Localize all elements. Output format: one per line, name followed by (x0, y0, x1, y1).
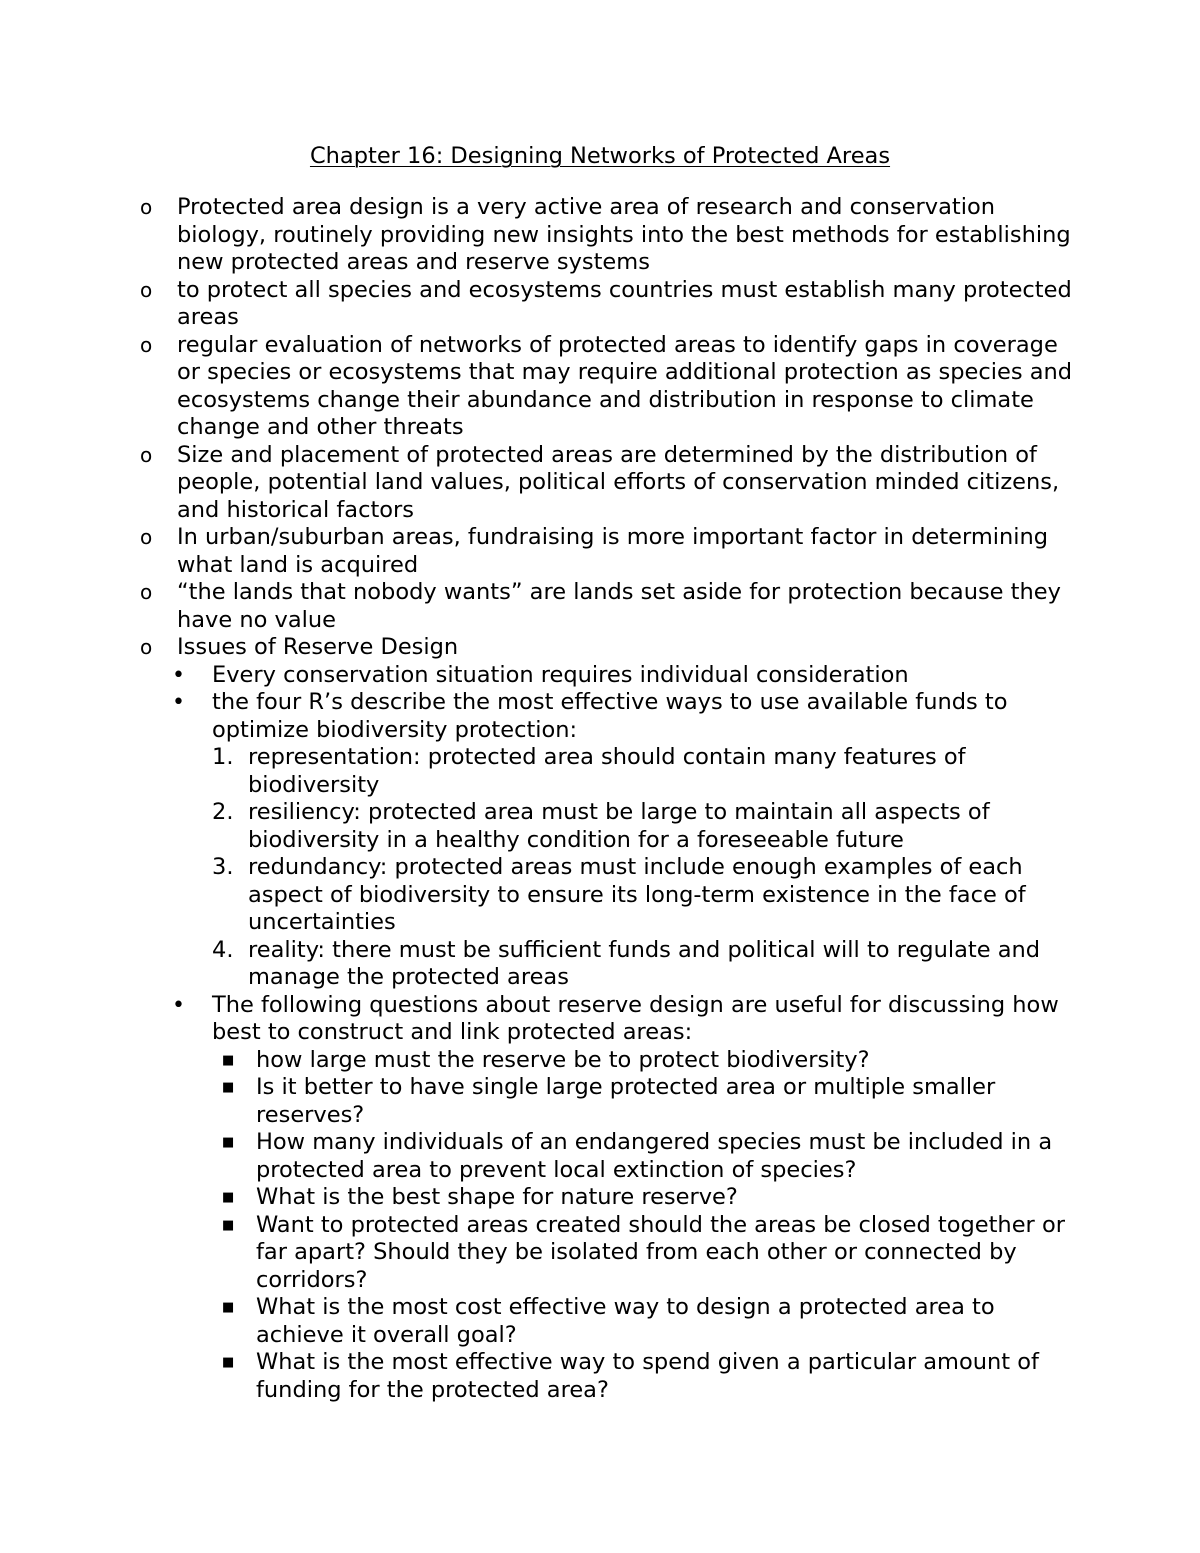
square-bullet-icon: ■ (222, 1300, 235, 1315)
square-bullet-item-level-4 (140, 1074, 1080, 1129)
bullet-icon: • (172, 662, 185, 688)
item-text: reality: there must be sufficient funds and political will to regulate and manage the protected areas (248, 936, 1041, 990)
item-text: resiliency: protected area must be large to maintain all aspects of biodiversity in a healthy condition for a foreseeable future (248, 799, 990, 853)
square-bullet-item-level-4 (140, 1184, 1080, 1212)
square-bullet-icon: ■ (222, 1217, 235, 1233)
list-number: 3. (212, 854, 234, 880)
outline-list (140, 194, 1080, 1404)
item-text: the four R’s describe the most effective ways to use available funds to optimize biodiversity protection: (212, 689, 1008, 743)
bullet-icon: • (172, 690, 185, 715)
outline-item-level-1 (140, 524, 1080, 579)
item-text: How many individuals of an endangered species must be included in a protected area to prevent local extinction of species? (256, 1129, 1053, 1183)
square-bullet-item-level-4 (140, 1047, 1080, 1075)
outline-item-level-1 (140, 194, 1080, 277)
item-text: In urban/suburban areas, fundraising is more important factor in determining what land is acquired (177, 524, 1049, 578)
list-number: 4. (212, 936, 234, 963)
square-bullet-icon: ■ (222, 1190, 235, 1205)
bullet-item-level-2 (140, 992, 1080, 1047)
square-bullet-icon: ■ (222, 1052, 235, 1068)
bullet-item-level-2 (140, 662, 1080, 690)
square-bullet-icon: ■ (222, 1355, 235, 1370)
item-text: regular evaluation of networks of protected areas to identify gaps in coverage or species or ecosystems that may require additional protection as species and ecosystems change their abundance and distribution in response to climate change and other threats (177, 331, 1073, 440)
item-text: Want to protected areas created should the areas be closed together or far apart? Should they be isolated from each other or connected by corridors? (256, 1211, 1065, 1293)
item-text: Protected area design is a very active area of research and conservation biology, routinely providing new insights into the best methods for establishing new protected areas and reserve systems (177, 194, 1071, 275)
outline-item-level-1 (140, 579, 1080, 634)
item-text: Every conservation situation requires individual consideration (212, 661, 909, 688)
square-bullet-icon: ■ (222, 1135, 235, 1150)
circle-bullet-icon: o (140, 442, 153, 467)
circle-bullet-icon: o (140, 277, 153, 302)
item-text: Issues of Reserve Design (177, 634, 459, 660)
square-bullet-item-level-4 (140, 1349, 1080, 1404)
square-bullet-item-level-4 (140, 1212, 1080, 1295)
circle-bullet-icon: o (140, 635, 153, 659)
item-text: The following questions about reserve design are useful for discussing how best to construct and link protected areas: (212, 991, 1059, 1045)
item-text: What is the most effective way to spend given a particular amount of funding for the protected area? (256, 1349, 1039, 1403)
item-text: What is the most cost effective way to design a protected area to achieve it overall goal? (256, 1294, 995, 1348)
numbered-item-level-3 (140, 799, 1080, 854)
circle-bullet-icon: o (140, 332, 153, 357)
bullet-item-level-2 (140, 689, 1080, 744)
outline-item-level-1 (140, 442, 1080, 525)
square-bullet-icon: ■ (222, 1080, 235, 1095)
circle-bullet-icon: o (140, 195, 153, 219)
page-title: Chapter 16: Designing Networks of Protected Areas (309, 143, 891, 169)
item-text: “the lands that nobody wants” are lands set aside for protection because they have no value (177, 579, 1061, 633)
circle-bullet-icon: o (140, 525, 153, 549)
numbered-item-level-3 (140, 744, 1080, 799)
circle-bullet-icon: o (140, 580, 153, 604)
bullet-icon: • (172, 992, 185, 1018)
item-text: Is it better to have single large protected area or multiple smaller reserves? (256, 1074, 996, 1128)
item-text: Size and placement of protected areas are determined by the distribution of people, potential land values, political efforts of conservation minded citizens, and historical factors (177, 441, 1060, 523)
square-bullet-item-level-4 (140, 1129, 1080, 1184)
item-text: redundancy: protected areas must include enough examples of each aspect of biodiversity to ensure its long-term existence in the face of uncertainties (248, 854, 1026, 935)
item-text: how large must the reserve be to protect biodiversity? (256, 1046, 870, 1073)
outline-item-level-1 (140, 332, 1080, 442)
outline-item-level-1 (140, 634, 1080, 662)
square-bullet-item-level-4 (140, 1294, 1080, 1349)
numbered-item-level-3 (140, 854, 1080, 937)
outline-item-level-1 (140, 277, 1080, 332)
item-text: to protect all species and ecosystems countries must establish many protected areas (177, 276, 1072, 330)
numbered-item-level-3 (140, 937, 1080, 992)
item-text: representation: protected area should contain many features of biodiversity (248, 744, 966, 798)
list-number: 1. (212, 744, 234, 770)
list-number: 2. (212, 799, 234, 825)
item-text: What is the best shape for nature reserve? (256, 1184, 738, 1210)
